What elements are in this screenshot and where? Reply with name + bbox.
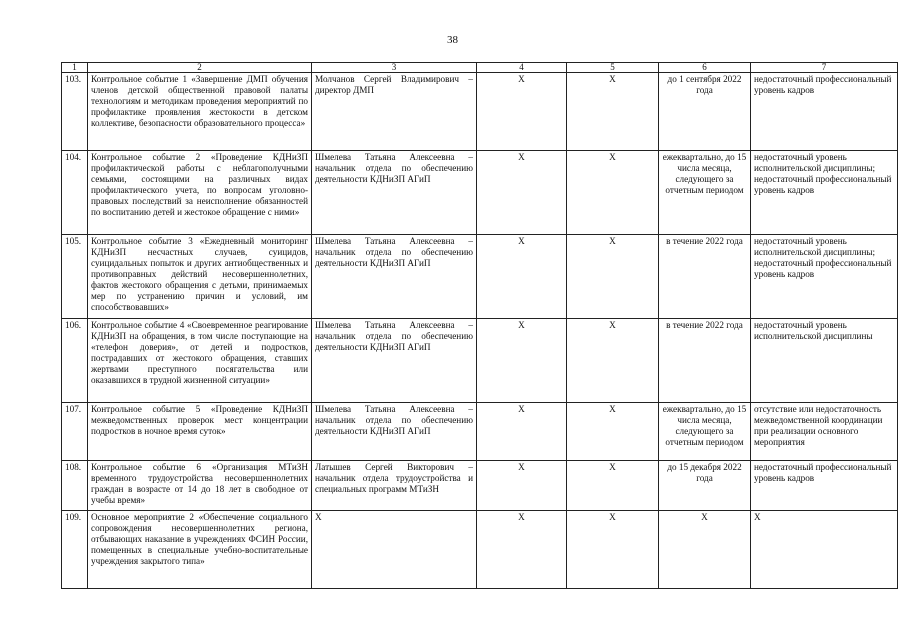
responsible-person: Шмелева Татьяна Алексеевна – начальник отдела по обеспечению деятельности КДНиЗП АГиП xyxy=(312,319,477,403)
table-row xyxy=(62,319,898,403)
column-4-value: X xyxy=(477,73,567,151)
risk-description: недостаточный профессиональный уровень кадров xyxy=(751,461,898,511)
row-number: 109. xyxy=(62,511,88,589)
column-4-value: X xyxy=(477,511,567,589)
deadline: X xyxy=(659,511,751,589)
column-5-value: X xyxy=(567,511,659,589)
risk-description: недостаточный уровень исполнительской дисциплины; недостаточный профессиональный уровень кадров xyxy=(751,151,898,235)
row-number: 108. xyxy=(62,461,88,511)
deadline: до 15 декабря 2022 года xyxy=(659,461,751,511)
column-5-value: X xyxy=(567,73,659,151)
event-description: Основное мероприятие 2 «Обеспечение социального сопровождения несовершеннолетних региона, отбывающих наказание в учреждениях ФСИН России, помещенных в специальные учебно-воспитательные учреждения закрытого типа» xyxy=(88,511,312,589)
event-description: Контрольное событие 2 «Проведение КДНиЗП профилактической работы с неблагополучными семьями, состоящими на различных видах профилактического учета, по вопросам уголовно-правовых последствий за неисполнение обязанностей по воспитанию детей и жестокое обращение с ними» xyxy=(88,151,312,235)
column-4-value: X xyxy=(477,151,567,235)
column-4-value: X xyxy=(477,403,567,461)
column-header: 3 xyxy=(312,63,477,73)
column-header: 2 xyxy=(88,63,312,73)
program-table xyxy=(61,62,898,589)
responsible-person: X xyxy=(312,511,477,589)
deadline: ежеквартально, до 15 числа месяца, следующего за отчетным периодом xyxy=(659,403,751,461)
table-row xyxy=(62,511,898,589)
event-description: Контрольное событие 3 «Ежедневный мониторинг КДНиЗП несчастных случаев, суицидов, суицидальных попыток и других антиобщественных и противоправных действий несовершеннолетних, фактов жестокого обращения с детьми, принимаемых мер по устранению причин и условий, им способствовавших» xyxy=(88,235,312,319)
responsible-person: Шмелева Татьяна Алексеевна – начальник отдела по обеспечению деятельности КДНиЗП АГиП xyxy=(312,235,477,319)
deadline: в течение 2022 года xyxy=(659,235,751,319)
event-description: Контрольное событие 1 «Завершение ДМП обучения членов детской общественной правовой палаты технологиям и методикам проведения мероприятий по профилактике проявления жестокости в детском коллективе, безопасности образовательного процесса» xyxy=(88,73,312,151)
column-5-value: X xyxy=(567,235,659,319)
event-description: Контрольное событие 6 «Организация МТиЗН временного трудоустройства несовершеннолетних граждан в возрасте от 14 до 18 лет в свободное от учебы время» xyxy=(88,461,312,511)
row-number: 103. xyxy=(62,73,88,151)
event-description: Контрольное событие 5 «Проведение КДНиЗП межведомственных проверок мест концентрации подростков в ночное время суток» xyxy=(88,403,312,461)
page-number: 38 xyxy=(447,34,458,46)
responsible-person: Латышев Сергей Викторович – начальник отдела трудоустройства и специальных программ МТиЗН xyxy=(312,461,477,511)
column-header: 7 xyxy=(751,63,898,73)
column-4-value: X xyxy=(477,319,567,403)
column-5-value: X xyxy=(567,319,659,403)
row-number: 104. xyxy=(62,151,88,235)
risk-description: недостаточный профессиональный уровень кадров xyxy=(751,73,898,151)
table-row xyxy=(62,235,898,319)
deadline: до 1 сентября 2022 года xyxy=(659,73,751,151)
column-5-value: X xyxy=(567,461,659,511)
table-row xyxy=(62,461,898,511)
column-header: 4 xyxy=(477,63,567,73)
column-header: 6 xyxy=(659,63,751,73)
table-row xyxy=(62,151,898,235)
column-5-value: X xyxy=(567,151,659,235)
risk-description: X xyxy=(751,511,898,589)
row-number: 106. xyxy=(62,319,88,403)
column-4-value: X xyxy=(477,235,567,319)
column-5-value: X xyxy=(567,403,659,461)
table-row xyxy=(62,403,898,461)
responsible-person: Шмелева Татьяна Алексеевна – начальник отдела по обеспечению деятельности КДНиЗП АГиП xyxy=(312,403,477,461)
responsible-person: Шмелева Татьяна Алексеевна – начальник отдела по обеспечению деятельности КДНиЗП АГиП xyxy=(312,151,477,235)
table-row xyxy=(62,73,898,151)
deadline: в течение 2022 года xyxy=(659,319,751,403)
row-number: 107. xyxy=(62,403,88,461)
column-4-value: X xyxy=(477,461,567,511)
row-number: 105. xyxy=(62,235,88,319)
column-header: 1 xyxy=(62,63,88,73)
event-description: Контрольное событие 4 «Своевременное реагирование КДНиЗП на обращения, в том числе поступающие на «телефон доверия», от детей и подростков, пострадавших от жестокого обращения, ставших жертвами преступного посягательства или оказавшихся в трудной жизненной ситуации» xyxy=(88,319,312,403)
column-header: 5 xyxy=(567,63,659,73)
risk-description: недостаточный уровень исполнительской дисциплины; недостаточный профессиональный уровень кадров xyxy=(751,235,898,319)
responsible-person: Молчанов Сергей Владимирович – директор ДМП xyxy=(312,73,477,151)
column-header-row xyxy=(62,63,898,73)
risk-description: отсутствие или недостаточность межведомственной координации при реализации основного мероприятия xyxy=(751,403,898,461)
risk-description: недостаточный уровень исполнительской дисциплины xyxy=(751,319,898,403)
deadline: ежеквартально, до 15 числа месяца, следующего за отчетным периодом xyxy=(659,151,751,235)
